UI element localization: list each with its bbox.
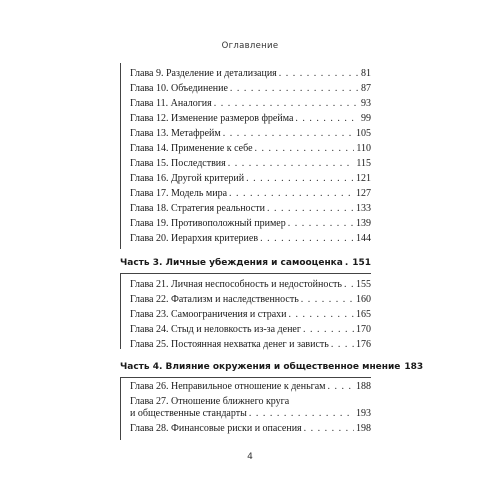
toc-entry-line1[interactable]: Глава 27. Отношение ближнего круга (130, 396, 290, 407)
toc-entry[interactable]: Глава 15. Последствия . . . 115 (130, 157, 371, 170)
toc-entry[interactable]: Глава 26. Неправильное отношение к деньгам . . . 188 (130, 380, 371, 393)
section-rule (120, 377, 121, 440)
section-rule (120, 63, 121, 249)
page-number: 4 (247, 452, 253, 462)
section-rule (120, 273, 121, 349)
page-header: Оглавление (221, 41, 279, 51)
toc-entry[interactable]: и общественные стандарты . . . 193 (130, 407, 371, 420)
toc-entry[interactable]: Глава 17. Модель мира . . . 127 (130, 187, 371, 200)
toc-entry[interactable]: Глава 19. Противоположный пример . . . 139 (130, 217, 371, 230)
toc-entry[interactable]: Глава 13. Метафрейм . . . 105 (130, 127, 371, 140)
toc-entry[interactable]: Глава 22. Фатализм и наследственность . . . 160 (130, 293, 371, 306)
toc-entry[interactable]: Глава 11. Аналогия . . . 93 (130, 97, 371, 110)
toc-entry[interactable]: Глава 28. Финансовые риски и опасения . . . 198 (130, 422, 371, 435)
toc-entry[interactable]: Глава 21. Личная неспособность и недостойность . . . 155 (130, 278, 371, 291)
toc-part-heading[interactable]: Часть 3. Личные убеждения и самооценка . . . 151 (120, 257, 371, 269)
toc-entry[interactable]: Глава 9. Разделение и детализация . . . 81 (130, 67, 371, 80)
toc-entry[interactable]: Глава 25. Постоянная нехватка денег и зависть . . . 176 (130, 338, 371, 351)
toc-entry[interactable]: Глава 24. Стыд и неловкость из-за денег . . . 170 (130, 323, 371, 336)
toc-entry[interactable]: Глава 14. Применение к себе . . . 110 (130, 142, 371, 155)
toc-part-heading[interactable]: Часть 4. Влияние окружения и общественное мнение 183 (120, 362, 424, 372)
toc-entry[interactable]: Глава 18. Стратегия реальности . . . 133 (130, 202, 371, 215)
toc-entry[interactable]: Глава 12. Изменение размеров фрейма . . . 99 (130, 112, 371, 125)
part-underline (120, 377, 371, 378)
toc-entry[interactable]: Глава 10. Объединение . . . 87 (130, 82, 371, 95)
toc-entry[interactable]: Глава 16. Другой критерий . . . 121 (130, 172, 371, 185)
toc-entry[interactable]: Глава 23. Самоограничения и страхи . . . 165 (130, 308, 371, 321)
part-underline (120, 273, 371, 274)
toc-entry[interactable]: Глава 20. Иерархия критериев . . . 144 (130, 232, 371, 245)
